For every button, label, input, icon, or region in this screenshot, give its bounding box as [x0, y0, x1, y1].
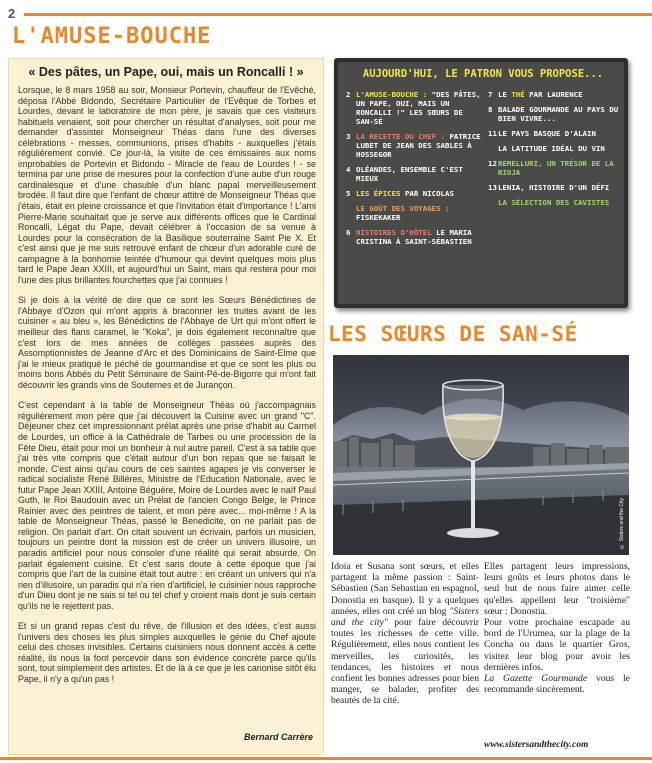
board-item-text: LES ÉPICES — [356, 189, 401, 198]
board-item — [488, 90, 622, 99]
photo-credit: © Sisters and the City — [619, 498, 625, 549]
board-item — [346, 189, 482, 198]
board-item-text: OLÉANDES, ENSEMBLE C'EST MIEUX — [356, 165, 463, 183]
board-item-text: FISKEKAKER — [356, 213, 401, 222]
board-item — [488, 144, 622, 153]
board-item — [346, 165, 482, 183]
board-item-text: THÉ — [511, 90, 525, 99]
board-item-text: LA RECETTE DU CHEF : — [356, 132, 445, 141]
page-number: 2 — [8, 6, 16, 21]
feature-title: LES SŒURS DE SAN-SÉ — [328, 322, 578, 346]
board-item-text: PAR NICOLAS — [400, 189, 454, 198]
board-item-text: PATRICE LUBET DE JEAN DES SABLES À HOSSEGOR — [356, 132, 481, 159]
board-item — [346, 90, 482, 126]
board-item — [488, 159, 622, 177]
board-item-page: 4 — [346, 165, 351, 174]
board-item-page: 12 — [488, 159, 497, 168]
board-item-text: BALADE GOURMANDE AU PAYS DU BIEN VIVRE... — [498, 105, 619, 123]
section-title: L'AMUSE-BOUCHE — [12, 24, 212, 49]
board-item-page: 6 — [346, 228, 351, 237]
article-author: Bernard Carrère — [243, 732, 313, 742]
article-paragraph: Si je dois à la vérité de dire que ce sont les Sœurs Bénédictines de l'Abbaye d'Ozon qui m'ont appris à braconner les truites avant de les cuisiner « au bleu », les Bénédictins de l'Abbaye de Urt qui m'ont offert le meilleur des flans caramel, le "Koka", je dois également reconnaître que c'est lors de mes années de collèges passées auprès des Assomptionnistes de Jeanne d'Arc et des Dominicains de Saint-Elme que j'ai le mieux pratiqué le péché de gourmandise et que ce sont les plus ou moins bons Abbés du Petit Séminaire de Saint-Pé-de-Bigorre qui m'ont fait découvrir les grands vins de Souternes et de Jurançon. — [18, 295, 316, 390]
board-item-page: 11 — [488, 129, 497, 138]
wine-glass-photo — [333, 355, 629, 555]
board-right-column — [488, 90, 622, 213]
bottom-rule — [0, 757, 652, 760]
board-item-text: LE GOÛT DES VOYAGES : — [356, 204, 450, 213]
board-item-text: LA LATITUDE IDÉAL DU VIN — [498, 144, 605, 153]
blog-url[interactable]: www.sistersandthecity.com — [484, 740, 589, 750]
board-item-text: HISTOIRES D'HÔTEL — [356, 228, 432, 237]
chalkboard-contents — [334, 58, 628, 308]
article-paragraph: Lorsque, le 8 mars 1958 au soir, Monsieur Portevin, chauffeur de l'Evêché, déposa l'Abbé Bidondo, Secrétaire Particulier de l'Evêque de Torbes et Lourdes, devant le laboratoire de mon père, je savais que ces visiteurs habituels venaient, soit pour chercher un résultat d'analyses, soit pour me demander d'assister Monseigneur Théas dans l'une des diverses célébrations - messes, communions, prises d'habits - auxquelles j'étais régulièrement convié. Ce jour-là, la visite de ces émissaires aux noms improbables de Portevin et Bidondo - Miracle de l'eau de Lourdes ! - se termina par une prise de mesures pour la confection d'une aube d'un rouge cardinalesque et d'une chasuble d'un blanc papal merveilleusement brodée. Il faut dire que l'enfant de chœur attitré de Monseigneur Théas que j'étais, était en pleine croissance et que l'invitation était d'importance ! L'ami Pierre-Marie souhaitait que je serve aux différents offices que le Cardinal Roncalli, Légat du Pape, devait célébrer à l'occasion de sa venue à Lourdes pour la consécration de la Basilique souterraine Saint Pie X. Et c'est ainsi que je me suis retrouvé enfant de chœur d'un adorable curé de campagne à la bonhomie teintée d'humour qui devint quelques mois plus tard le Pape Jean XXIII, et aujourd'hui un Saint, mais qui restera pour moi l'une des plus brillantes fourchettes que j'ai connues ! — [18, 85, 316, 285]
board-item-page: 8 — [488, 105, 493, 114]
board-item-text: LES SŒURS DE SAN-SÉ — [356, 108, 463, 126]
feature-photo — [333, 355, 629, 555]
board-item-text: PAR LAURENCE — [524, 90, 583, 99]
article-body — [18, 85, 316, 695]
board-item-text: LA SÉLECTION DES CAVISTES — [498, 198, 610, 207]
board-item-page: 13 — [488, 183, 497, 192]
board-item — [346, 228, 482, 246]
board-item-page: 3 — [346, 132, 351, 141]
board-item-page: 2 — [346, 90, 351, 99]
board-item-page: 7 — [488, 90, 493, 99]
board-title: AUJOURD'HUI, LE PATRON VOUS PROPOSE... — [362, 68, 604, 80]
board-item-text: "DES PÂTES, UN PAPE, OUI, MAIS UN RONCALLI !" — [356, 90, 481, 117]
board-item — [488, 105, 622, 123]
board-item-page: 5 — [346, 189, 351, 198]
board-item — [346, 132, 482, 159]
board-item — [346, 204, 482, 222]
feature-column-2: Elles partagent leurs impressions, leurs goûts et leurs photos dans le seul but de nous faire aimer celle qu'elles appellent leur "troisième" sœur : Donostia. Pour votre prochaine escapade au bord de l'Urumea, sur la plage de la Concha ou dans le quartier Gros, visitez leur blog pour avoir les dernières infos. La Gazette Gourmande vous le recommande sincèrement. — [484, 561, 630, 696]
board-item-text: REMELLURI, UN TRÉSOR DE LA RIOJA — [498, 159, 614, 177]
board-item-text: L'AMUSE-BOUCHE : — [356, 90, 428, 99]
board-left-column — [346, 90, 482, 252]
board-item — [488, 183, 622, 192]
board-item-text: LE — [498, 90, 512, 99]
board-item — [488, 198, 622, 207]
editorial-box — [8, 58, 324, 755]
board-item-text: LENIA, HISTOIRE D'UN DÉFI — [498, 183, 610, 192]
board-item-text: LE MARIA CRISTINA À SAINT-SÉBASTIEN — [356, 228, 472, 246]
feature-column-1: Idoia et Susana sont sœurs, et elles partagent la même passion : Saint-Sébastien (San Sebastian en espagnol, Donostia en basque). Il y a quelques années, elles ont créé un blog "Sisters and the city" pour faire découvrir toutes les richesses de cette ville. Régulièrement, elles nous contient les merveilles, les curiosités, les tendances, les histoires et nous confient les bonnes adresses pour bien manger, se balader, profiter des beautés de la cité. — [331, 561, 479, 707]
top-rule — [24, 13, 652, 16]
article-quote: « Des pâtes, un Pape, oui, mais un Roncalli ! » — [28, 65, 304, 79]
article-paragraph: C'est cependant à la table de Monseigneur Théas où j'accompagnais régulièrement mon père que j'ai découvert la Cuisine avec un grand "C". Déjeuner chez cet impressionnant prélat après une prise d'habit au Carmel de Lourdes, un office à la Cathédrale de Tarbes ou une procession de la Fête Dieu, était pour moi un bonheur à nul autre pareil. C'est à sa table que j'ai très vite compris que c'était autour d'un bon repas que se faisait le monde. C'est ainsi qu'au cours de ces saintes agapes je vis converser le radical socialiste René Billères, Ministre de l'Education Nationale, avec le futur Pape Jean XXIII, Antoine Béguère, Moire de Lourdes avec le naïf Paul Guth, le Roi Baudouin avec un Prélat de l'ancien Congo Belge, le Prince Rainier avec des peintres de talent, et mon père avec... moi-même ! A la table de Monseigneur Théas, passé le Benedicite, on ne parlait pas de religion. On parlait d'art. On citait souvent un écrivain, parfois un musicien, toujours un peintre dont la mission est de créer un univers illusoire, un paradis artificiel pour nous consoler d'une réalité qui serait absurde. On parlait également cuisine. Et c'est sans doute à cette époque que j'ai compris que l'art de la cuisine était tout autre : en créant un univers qui n'a rien d'illusoire, un paradis qui n'a rien d'artificiel, le cuisinier nous rapproche d'un Dieu dont je ne sais si tel ou tel chef y croient mais dont je suis certain qu'ils ne le rejettent pas. — [18, 400, 316, 611]
board-item — [488, 129, 622, 138]
article-paragraph: Et si un grand repas c'est du rêve, de l'illusion et des idées, c'est aussi l'univers des choses les plus simples auxquelles le génie du Chef ajoute celui des choses invisibles. Certains cuisiniers nous donnent accès à cette réalité, ils nous la font percevoir dans son évidence concrète parce qu'ils sont, tout simplement des artistes. Et de là à ce que je les canonise sitôt élu Pape, il n'y a qu'un pas ! — [18, 621, 316, 684]
board-item-text: LE PAYS BASQUE D'ALAIN — [498, 129, 596, 138]
